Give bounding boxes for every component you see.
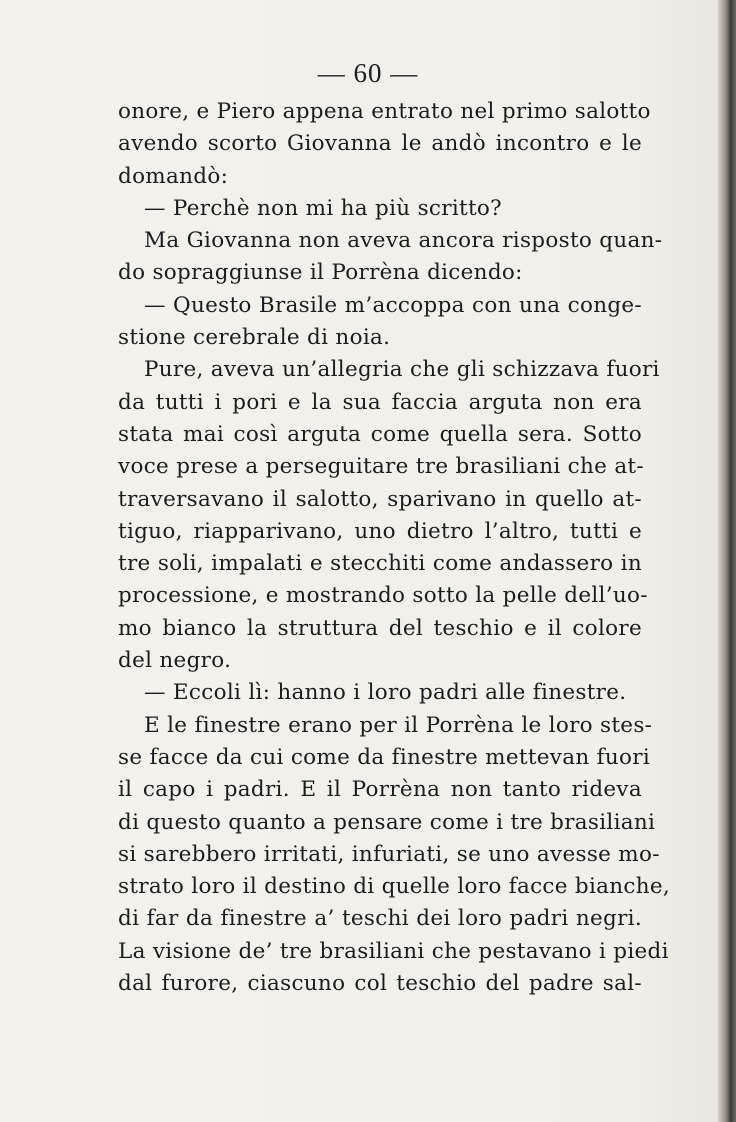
- text-line: avendo scorto Giovanna le andò incontro e le: [118, 131, 642, 157]
- text-line: di questo quanto a pensare come i tre brasiliani: [118, 809, 656, 835]
- text-line: Ma Giovanna non aveva ancora risposto quan-: [144, 228, 663, 254]
- page-number: — 60 —: [317, 58, 419, 88]
- text-line: stione cerebrale di noia.: [118, 325, 391, 351]
- text-line: E le finestre erano per il Porrèna le loro stes-: [144, 712, 653, 738]
- text-line: il capo i padri. E il Porrèna non tanto rideva: [118, 777, 642, 803]
- text-line: mo bianco la struttura del teschio e il colore: [118, 615, 642, 641]
- text-line: domandò:: [118, 163, 229, 189]
- body-text: [118, 96, 671, 1000]
- text-line: del negro.: [118, 648, 232, 674]
- text-line: di far da finestre a’ teschi dei loro padri negri.: [118, 906, 642, 932]
- text-line: voce prese a perseguitare tre brasiliani che at-: [118, 454, 644, 480]
- text-line: si sarebbero irritati, infuriati, se uno avesse mo-: [118, 841, 660, 867]
- text-line: do sopraggiunse il Porrèna dicendo:: [118, 260, 523, 286]
- text-line: processione, e mostrando sotto la pelle dell’uo-: [118, 583, 648, 609]
- text-line: — Eccoli lì: hanno i loro padri alle finestre.: [144, 680, 627, 706]
- text-line: stata mai così arguta come quella sera. Sotto: [118, 421, 642, 447]
- text-line: La visione de’ tre brasiliani che pestavano i piedi: [118, 938, 669, 964]
- text-line: da tutti i pori e la sua faccia arguta non era: [118, 389, 642, 415]
- text-line: onore, e Piero appena entrato nel primo salotto: [118, 99, 651, 124]
- text-line: — Perchè non mi ha più scritto?: [144, 195, 502, 221]
- text-line: strato loro il destino di quelle loro facce bianche,: [118, 874, 671, 900]
- text-line: — Questo Brasile m’accoppa con una conge-: [144, 292, 642, 318]
- text-line: traversavano il salotto, sparivano in quello at-: [118, 486, 642, 512]
- text-line: tre soli, impalati e stecchiti come andassero in: [118, 551, 642, 577]
- text-line: Pure, aveva un’allegria che gli schizzava fuori: [144, 357, 660, 383]
- text-line: se facce da cui come da finestre mettevan fuori: [118, 744, 651, 770]
- page-binding-edge: [718, 0, 736, 1122]
- text-line: dal furore, ciascuno col teschio del padre sal-: [118, 971, 642, 997]
- text-line: tiguo, riapparivano, uno dietro l’altro, tutti e: [118, 518, 642, 544]
